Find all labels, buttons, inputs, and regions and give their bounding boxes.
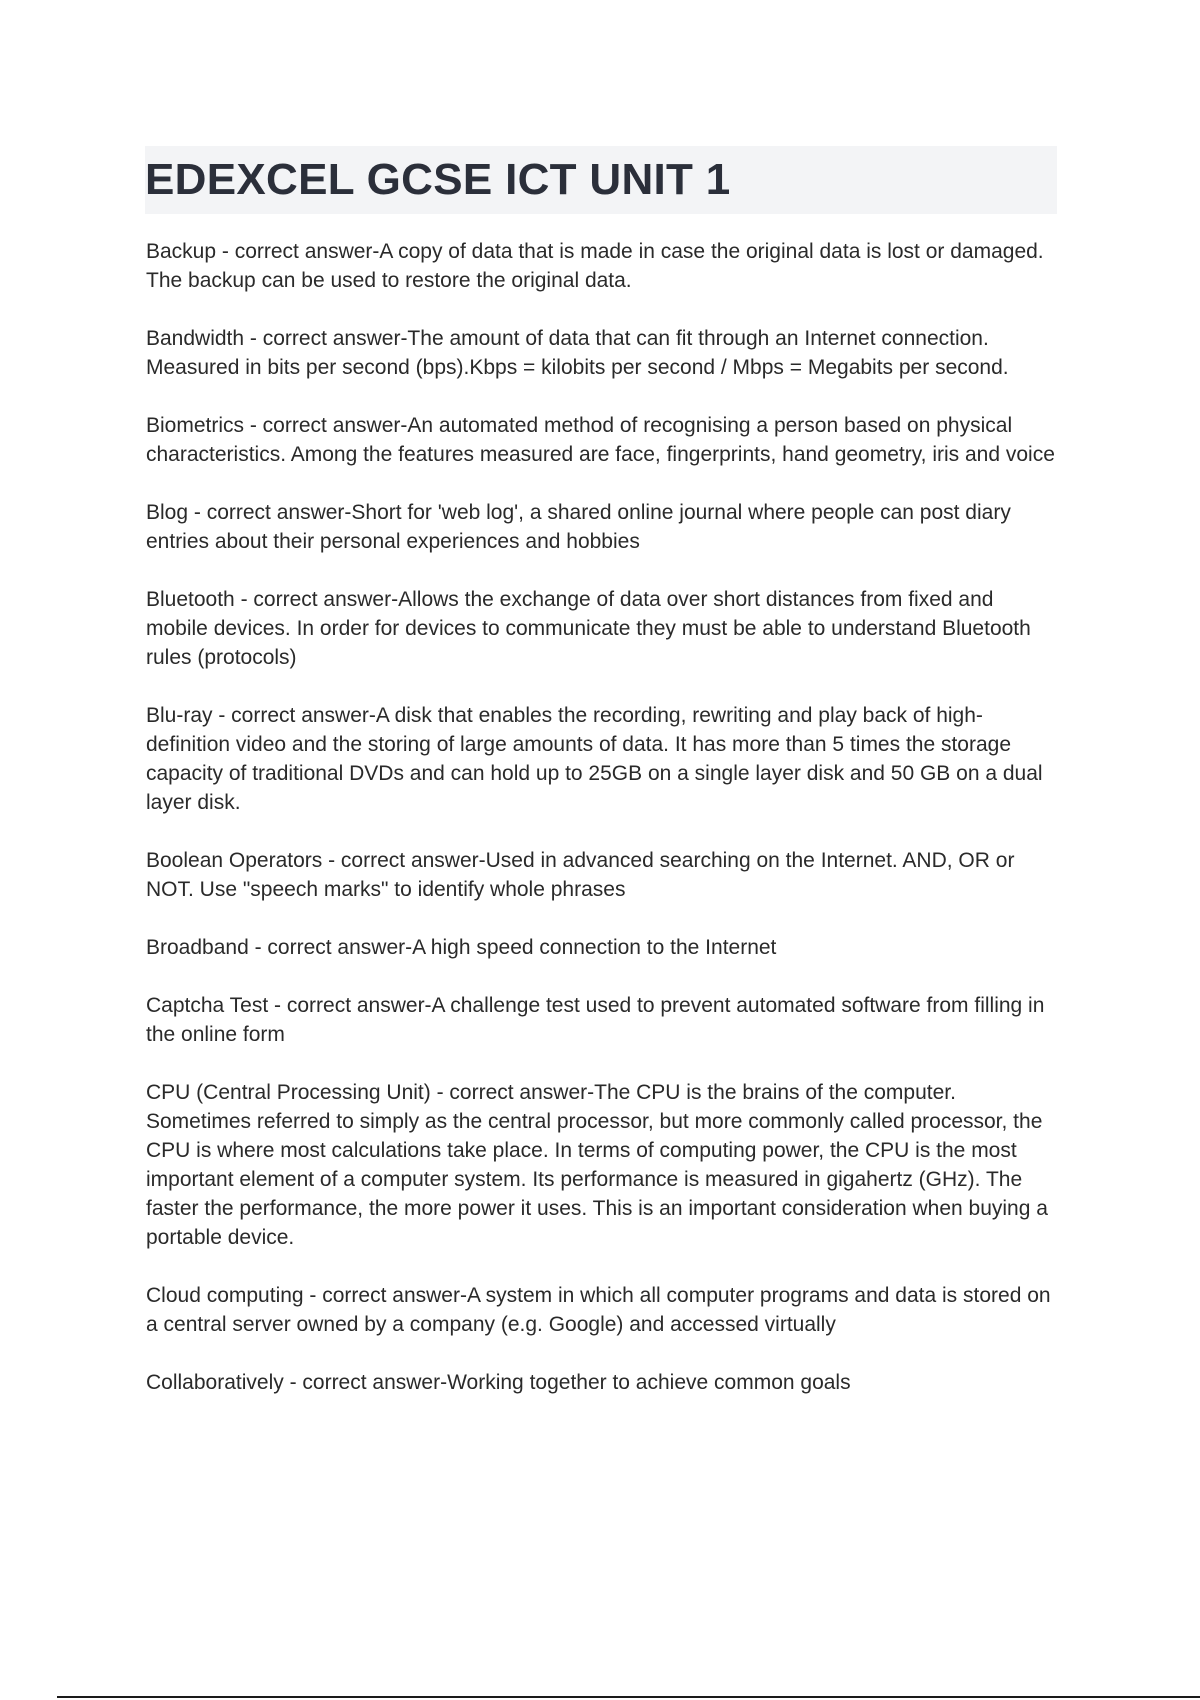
glossary-entry-collaboratively: Collaboratively - correct answer-Working together to achieve common goals — [146, 1371, 851, 1394]
glossary-entry-blu-ray: Blu-ray - correct answer-A disk that enables the recording, rewriting and play back of high-definition video and the storing of large amounts of data. It has more than 5 times the storage capacity of traditional DVDs and can hold up to 25GB on a single layer disk and 50 GB on a dual layer disk. — [146, 704, 1043, 814]
glossary-entry-cpu: CPU (Central Processing Unit) - correct answer-The CPU is the brains of the computer. Sometimes referred to simply as the central processor, but more commonly called processor, the CPU is where most calculations take place. In terms of computing power, the CPU is the most important element of a computer system. Its performance is measured in gigahertz (GHz). The faster the performance, the more power it uses. This is an important consideration when buying a portable device. — [146, 1081, 1048, 1249]
glossary-entry-bluetooth: Bluetooth - correct answer-Allows the exchange of data over short distances from fixed and mobile devices. In order for devices to communicate they must be able to understand Bluetooth rules (protocols) — [146, 588, 1031, 669]
glossary-entry-backup: Backup - correct answer-A copy of data that is made in case the original data is lost or damaged. The backup can be used to restore the original data. — [146, 240, 1044, 292]
glossary-entry-cloud-computing: Cloud computing - correct answer-A system in which all computer programs and data is stored on a central server owned by a company (e.g. Google) and accessed virtually — [146, 1284, 1051, 1336]
title-band — [145, 146, 1057, 214]
page-bottom-divider — [57, 1696, 1200, 1698]
glossary-entry-biometrics: Biometrics - correct answer-An automated method of recognising a person based on physical characteristics. Among the features measured are face, fingerprints, hand geometry, iris and voice — [146, 414, 1055, 466]
glossary-entry-bandwidth: Bandwidth - correct answer-The amount of data that can fit through an Internet connection. Measured in bits per second (bps).Kbps = kilobits per second / Mbps = Megabits per second. — [146, 327, 1009, 379]
glossary-entry-blog: Blog - correct answer-Short for 'web log', a shared online journal where people can post diary entries about their personal experiences and hobbies — [146, 501, 1011, 553]
glossary-list — [146, 237, 1061, 1426]
document-title: EDEXCEL GCSE ICT UNIT 1 — [145, 155, 731, 204]
glossary-entry-boolean-operators: Boolean Operators - correct answer-Used in advanced searching on the Internet. AND, OR or NOT. Use "speech marks" to identify whole phrases — [146, 849, 1015, 901]
glossary-entry-broadband: Broadband - correct answer-A high speed connection to the Internet — [146, 936, 777, 959]
glossary-entry-captcha-test: Captcha Test - correct answer-A challenge test used to prevent automated software from filling in the online form — [146, 994, 1045, 1046]
